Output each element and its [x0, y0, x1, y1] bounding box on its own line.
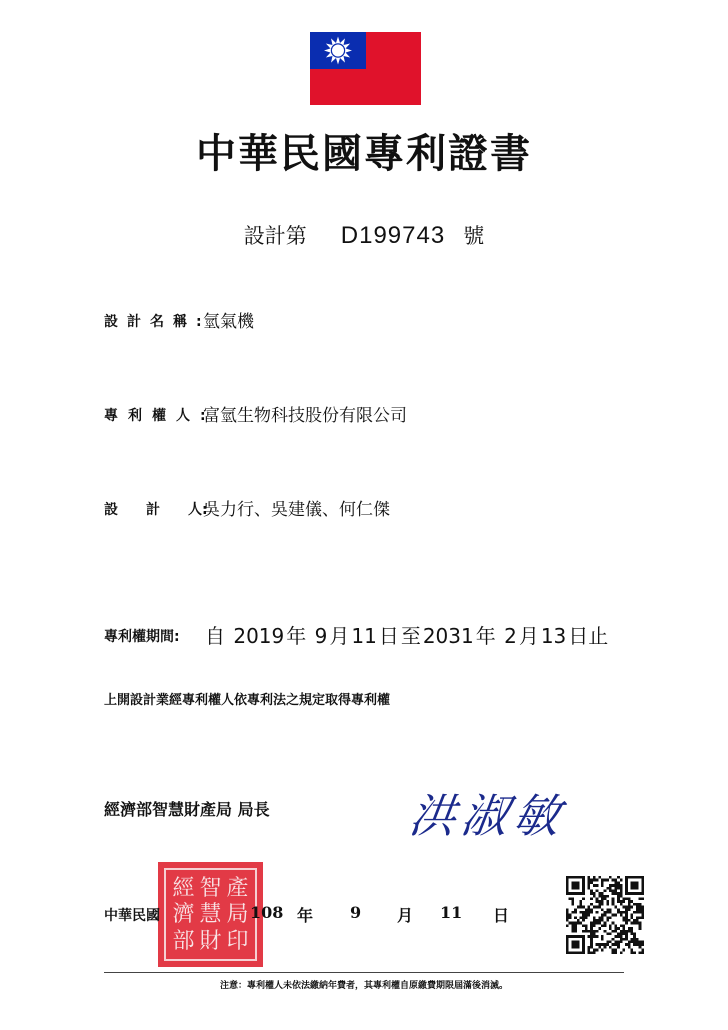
designer-label-char-2: 計: [146, 502, 160, 518]
term-value: [205, 620, 610, 649]
designer-label: [104, 499, 208, 519]
seal-glyph: 印: [226, 928, 249, 954]
term-start-month-unit: 月: [329, 624, 350, 648]
flag-icon: [310, 32, 421, 105]
issuing-office: 經濟部智慧財產局 局長: [104, 800, 270, 819]
qr-code-icon[interactable]: [566, 876, 644, 954]
seal-glyph: 產: [226, 876, 249, 901]
footer-divider: [104, 972, 624, 973]
footer-note: 注意：專利權人未依法繳納年費者，其專利權自原繳費期限屆滿後消滅。: [219, 981, 508, 991]
issue-date-month-unit: 月: [397, 906, 414, 925]
term-start-month: 9: [314, 624, 328, 648]
patent-number-suffix: 號: [463, 224, 485, 248]
seal-glyph: 局: [226, 902, 249, 928]
term-label: 專利權期間:: [104, 629, 180, 645]
qr-code-graphic: [566, 876, 644, 954]
design-name-label: 設計名稱:: [104, 314, 211, 330]
issue-date-day-unit: 日: [493, 906, 510, 925]
seal-glyph: 智: [199, 876, 222, 901]
term-end-year: 2031: [422, 624, 474, 648]
issue-date-year-unit: 年: [297, 906, 314, 925]
term-end-month-unit: 月: [518, 624, 539, 648]
seal-glyph: 財: [199, 928, 222, 954]
official-seal: [158, 862, 263, 967]
designer-label-char-3: 人:: [188, 502, 208, 518]
term-end-char: 日止: [568, 624, 609, 648]
seal-glyph: 經: [172, 876, 195, 901]
patent-number: D199743: [340, 222, 446, 249]
patentee-value: 富氫生物科技股份有限公司: [203, 406, 407, 426]
issue-date-label: 中華民國: [104, 908, 160, 924]
design-name-value: 氫氣機: [203, 312, 254, 332]
term-start-day-unit: 日: [378, 624, 399, 648]
director-signature: 洪淑敏: [405, 789, 570, 843]
term-end-day: 13: [540, 624, 567, 648]
designer-value: 吳力行、吳建儀、何仁傑: [203, 500, 390, 520]
certificate-title: 中華民國專利證書: [196, 130, 532, 177]
term-start-day: 11: [351, 624, 377, 648]
patentee-label: 專利權人:: [104, 408, 216, 424]
seal-glyph: 慧: [199, 902, 222, 928]
grant-statement: 上開設計業經專利權人依專利法之規定取得專利權: [104, 693, 391, 708]
sun-icon: [310, 32, 366, 69]
seal-glyphs: [170, 876, 251, 955]
term-end-year-unit: 年: [475, 624, 496, 648]
issue-date-month: 9: [350, 903, 362, 922]
term-start-year: 2019: [233, 624, 285, 648]
term-end-month: 2: [504, 624, 517, 648]
flag-canton: [310, 32, 366, 69]
issue-date-year: 108: [250, 903, 284, 922]
seal-glyph: 部: [172, 928, 195, 954]
qr-finder-pattern: [566, 935, 585, 954]
term-to-char: 至: [400, 624, 421, 648]
issue-date-day: 11: [440, 903, 463, 922]
designer-label-char-1: 設: [104, 502, 118, 518]
seal-glyph: 濟: [172, 902, 195, 928]
qr-finder-pattern: [566, 876, 585, 895]
qr-finder-pattern: [625, 876, 644, 895]
term-from-char: 自: [205, 624, 225, 648]
patent-number-prefix: 設計第: [243, 224, 307, 248]
term-start-year-unit: 年: [286, 624, 307, 648]
patent-number-line: [0, 220, 728, 250]
